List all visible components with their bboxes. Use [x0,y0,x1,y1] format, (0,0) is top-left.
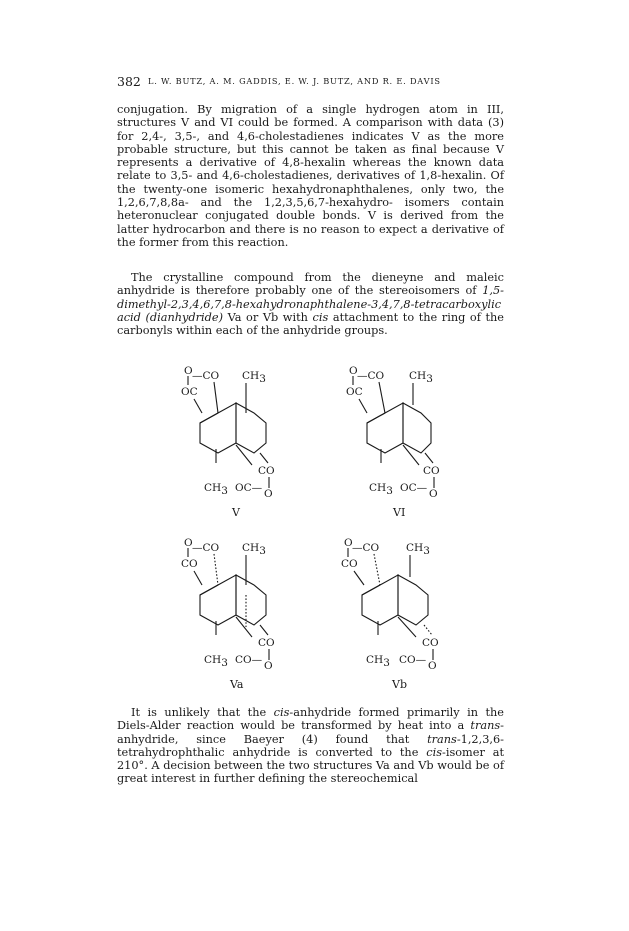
struct-v-o-bottom: O [264,488,273,500]
paragraph-conjugation: conjugation. By migration of a single hydrogen atom in III, structures V and VI could be formed. A comparison with data (3) for 2,4-, 3,5-, and 4,6-cholestadienes indicates V as the more probable structure, but this cannot be taken as final because V represents a derivative of 4,8-hexalin whereas the known data relate to 3,5- and 4,6-cholestadienes, derivatives of 1,8-hexalin. Of the twenty-one isomeric hexahydronaphthalenes, only two, the 1,2,6,7,8,8a- and the 1,2,3,5,6,7-hexahydro- isomers contain heteronuclear conjugated double bonds. V is derived from the latter hydrocarbon and there is no reason to expect a derivative of the former from this reaction. [117,103,504,249]
struct-vb-o-bottom: O [428,660,437,672]
paragraph-crystalline-compound [117,271,504,337]
struct-vb-ch3-top: CH3 [406,542,430,557]
author-line: L. W. BUTZ, A. M. GADDIS, E. W. J. BUTZ, AND R. E. DAVIS [148,76,441,86]
p3-text-i: -isomer at 210°. A decision between the two structures Va and Vb would be of great interest in further defining the stereochemical [117,745,504,786]
struct-vi-ch3-top: CH3 [409,370,433,385]
p3-trans-1: trans [470,719,501,733]
struct-vi-co-top: —CO [357,370,385,382]
struct-v-o-top: O [184,365,193,377]
struct-va-o-top: O [184,537,193,549]
struct-vb-oc-top: CO [341,558,358,570]
struct-va-o-bottom: O [264,660,273,672]
struct-v-co-top: —CO [192,370,220,382]
struct-vb-o-top: O [344,537,353,549]
struct-v-co-bottom: CO [258,465,275,477]
running-header [117,74,517,90]
struct-vb-co-bottom: CO [422,637,439,649]
struct-v-oc-top: OC [181,386,198,398]
structure-vi [345,365,455,529]
p3-cis-1: cis [273,706,290,719]
struct-v-label: V [232,506,240,519]
p3-text-e: -anhydride, since Baeyer (4) found that [117,719,504,746]
struct-vb-co-anhydride-bottom: CO— [399,654,427,666]
struct-vi-oc-bottom: OC— [400,482,428,494]
structure-vb [340,537,455,701]
struct-va-co-anhydride-bottom: CO— [235,654,263,666]
p3-text-a: It is unlikely that the [131,706,274,719]
struct-v-ch3-top: CH3 [242,370,266,385]
p3-trans-2: trans [427,732,457,746]
struct-vb-label: Vb [392,678,407,691]
page-number: 382 [117,74,141,89]
struct-va-oc-top: CO [181,558,198,570]
struct-vb-ch3-bottom: CH3 [366,654,390,669]
p2-cis: cis [312,310,329,324]
p2-text-e: attachment to the ring of the carbonyls within each of the anhydride groups. [117,310,504,338]
struct-va-co-bottom: CO [258,637,275,649]
p3-cis-2: cis [426,745,443,759]
struct-va-label: Va [230,678,244,691]
struct-vi-ch3-bottom: CH3 [369,482,393,497]
p2-text-c: Va or Vb with [223,310,313,324]
p3-text-c: -anhydride formed primarily in the Diels-Alder reaction would be transformed by heat into a [117,706,504,733]
struct-vi-o-bottom: O [429,488,438,500]
struct-va-co-top: —CO [192,542,220,554]
struct-va-ch3-top: CH3 [242,542,266,557]
p2-text-a: The crystalline compound from the dieneyne and maleic anhydride is therefore probably one of the stereoisomers of [117,271,504,298]
struct-vi-oc-top: OC [346,386,363,398]
struct-vi-co-bottom: CO [423,465,440,477]
structure-v [180,365,290,529]
paragraph-cis-anhydride [117,706,504,786]
struct-vi-o-top: O [349,365,358,377]
struct-v-ch3-bottom: CH3 [204,482,228,497]
struct-va-ch3-bottom: CH3 [204,654,228,669]
struct-vi-label: VI [393,506,406,519]
compound-name: 1,5-dimethyl-2,3,4,6,7,8-hexahydronaphthalene-3,4,7,8-tetracarboxylic acid (dianhydride) [117,284,504,324]
structure-va [180,537,290,701]
struct-vb-co-top: —CO [352,542,380,554]
struct-v-oc-bottom: OC— [235,482,263,494]
p3-text-g: -1,2,3,6-tetrahydrophthalic anhydride is converted to the [117,732,504,759]
